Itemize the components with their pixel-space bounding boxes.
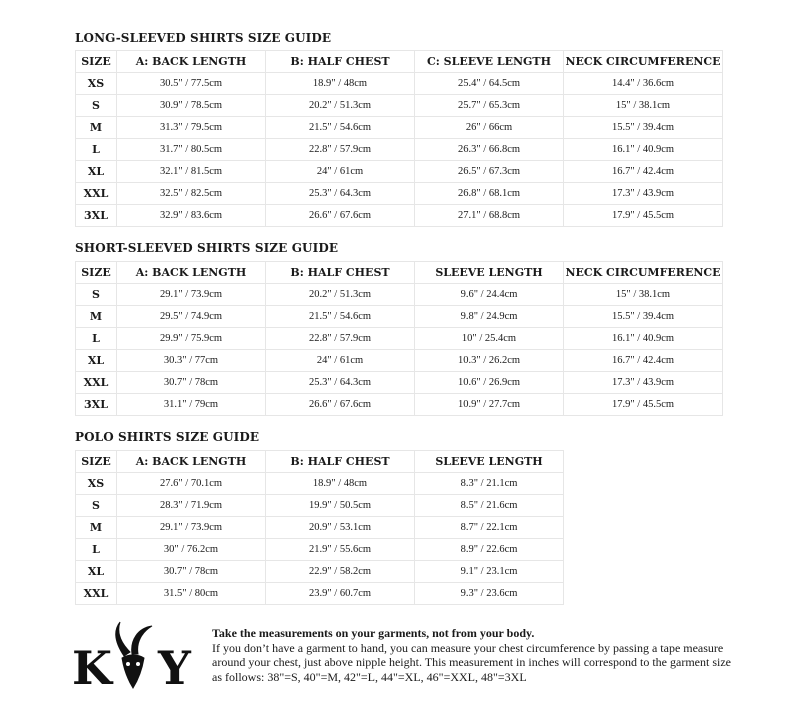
measurement-cell: 9.6" / 24.4cm bbox=[415, 284, 564, 306]
column-header: SLEEVE LENGTH bbox=[415, 262, 564, 284]
table-row bbox=[76, 328, 723, 350]
column-header: A: BACK LENGTH bbox=[117, 262, 266, 284]
long-sleeved-size-table bbox=[75, 50, 723, 227]
measurement-cell: 31.1" / 79cm bbox=[117, 394, 266, 416]
table-row bbox=[76, 73, 723, 95]
measurement-cell: 21.5" / 54.6cm bbox=[266, 117, 415, 139]
table-row bbox=[76, 306, 723, 328]
measurement-cell: 17.9" / 45.5cm bbox=[564, 205, 723, 227]
measurement-cell: 16.1" / 40.9cm bbox=[564, 139, 723, 161]
measurement-cell: 30.9" / 78.5cm bbox=[117, 95, 266, 117]
header-row bbox=[76, 451, 564, 473]
measurement-cell: 26.6" / 67.6cm bbox=[266, 394, 415, 416]
measurement-cell: 15" / 38.1cm bbox=[564, 95, 723, 117]
measurement-cell: 30.3" / 77cm bbox=[117, 350, 266, 372]
table-row bbox=[76, 117, 723, 139]
table-row bbox=[76, 583, 564, 605]
measurement-cell: 8.9" / 22.6cm bbox=[415, 539, 564, 561]
table-row bbox=[76, 539, 564, 561]
size-cell: XL bbox=[76, 350, 117, 372]
size-cell: M bbox=[76, 306, 117, 328]
measurement-cell: 14.4" / 36.6cm bbox=[564, 73, 723, 95]
measurement-cell: 30.7" / 78cm bbox=[117, 561, 266, 583]
table-row bbox=[76, 183, 723, 205]
measurement-cell: 25.3" / 64.3cm bbox=[266, 372, 415, 394]
size-cell: S bbox=[76, 95, 117, 117]
measurement-cell: 28.3" / 71.9cm bbox=[117, 495, 266, 517]
column-header: B: HALF CHEST bbox=[266, 451, 415, 473]
measurement-cell: 23.9" / 60.7cm bbox=[266, 583, 415, 605]
measurement-cell: 19.9" / 50.5cm bbox=[266, 495, 415, 517]
column-header: B: HALF CHEST bbox=[266, 51, 415, 73]
measurement-cell: 20.2" / 51.3cm bbox=[266, 95, 415, 117]
measurement-cell: 9.1" / 23.1cm bbox=[415, 561, 564, 583]
measurement-cell: 18.9" / 48cm bbox=[266, 73, 415, 95]
table-row bbox=[76, 284, 723, 306]
logo-letter-k: K bbox=[72, 641, 112, 695]
size-cell: M bbox=[76, 517, 117, 539]
measurement-cell: 22.8" / 57.9cm bbox=[266, 139, 415, 161]
measurement-cell: 15" / 38.1cm bbox=[564, 284, 723, 306]
measurement-cell: 22.8" / 57.9cm bbox=[266, 328, 415, 350]
measurement-cell: 16.7" / 42.4cm bbox=[564, 161, 723, 183]
table-row bbox=[76, 350, 723, 372]
polo-title: POLO SHIRTS SIZE GUIDE bbox=[75, 430, 260, 444]
size-cell: 3XL bbox=[76, 205, 117, 227]
size-cell: XL bbox=[76, 561, 117, 583]
measurement-cell: 29.1" / 73.9cm bbox=[117, 284, 266, 306]
measurement-cell: 21.5" / 54.6cm bbox=[266, 306, 415, 328]
measurement-cell: 27.6" / 70.1cm bbox=[117, 473, 266, 495]
column-header: SIZE bbox=[76, 451, 117, 473]
column-header: SIZE bbox=[76, 262, 117, 284]
table-row bbox=[76, 495, 564, 517]
measurement-cell: 26.8" / 68.1cm bbox=[415, 183, 564, 205]
measurement-cell: 30.5" / 77.5cm bbox=[117, 73, 266, 95]
size-cell: 3XL bbox=[76, 394, 117, 416]
column-header: A: BACK LENGTH bbox=[117, 51, 266, 73]
size-cell: L bbox=[76, 328, 117, 350]
table-row bbox=[76, 372, 723, 394]
measurement-cell: 31.5" / 80cm bbox=[117, 583, 266, 605]
size-cell: S bbox=[76, 495, 117, 517]
measurement-cell: 8.5" / 21.6cm bbox=[415, 495, 564, 517]
column-header: NECK CIRCUMFERENCE bbox=[564, 51, 723, 73]
size-cell: XL bbox=[76, 161, 117, 183]
measurement-cell: 20.2" / 51.3cm bbox=[266, 284, 415, 306]
measurement-cell: 16.7" / 42.4cm bbox=[564, 350, 723, 372]
measurement-cell: 10.9" / 27.7cm bbox=[415, 394, 564, 416]
measurement-cell: 25.4" / 64.5cm bbox=[415, 73, 564, 95]
table-row bbox=[76, 561, 564, 583]
table-row bbox=[76, 95, 723, 117]
table-row bbox=[76, 473, 564, 495]
measurement-cell: 26.3" / 66.8cm bbox=[415, 139, 564, 161]
measurement-cell: 15.5" / 39.4cm bbox=[564, 117, 723, 139]
size-cell: XXL bbox=[76, 583, 117, 605]
measurement-cell: 32.1" / 81.5cm bbox=[117, 161, 266, 183]
measurement-cell: 10.6" / 26.9cm bbox=[415, 372, 564, 394]
column-header: SLEEVE LENGTH bbox=[415, 451, 564, 473]
long-sleeved-title: LONG-SLEEVED SHIRTS SIZE GUIDE bbox=[75, 31, 332, 45]
table-row bbox=[76, 517, 564, 539]
column-header: C: SLEEVE LENGTH bbox=[415, 51, 564, 73]
koy-logo bbox=[72, 618, 197, 698]
measurement-cell: 29.1" / 73.9cm bbox=[117, 517, 266, 539]
table-row bbox=[76, 139, 723, 161]
column-header: B: HALF CHEST bbox=[266, 262, 415, 284]
table-row bbox=[76, 394, 723, 416]
measurement-cell: 26" / 66cm bbox=[415, 117, 564, 139]
measurement-cell: 32.9" / 83.6cm bbox=[117, 205, 266, 227]
measurement-cell: 22.9" / 58.2cm bbox=[266, 561, 415, 583]
notes-body: If you don’t have a garment to hand, you can measure your chest circumference by passing a tape measure around your chest, just above nipple height. This measurement in inches will correspond to the garment size as follows: 38"=S, 40"=M, 42"=L, 44"=XL, 46"=XXL, 48"=3XL bbox=[212, 640, 731, 684]
measurement-cell: 31.3" / 79.5cm bbox=[117, 117, 266, 139]
measurement-cell: 31.7" / 80.5cm bbox=[117, 139, 266, 161]
column-header: SIZE bbox=[76, 51, 117, 73]
measurement-cell: 21.9" / 55.6cm bbox=[266, 539, 415, 561]
column-header: A: BACK LENGTH bbox=[117, 451, 266, 473]
table-row bbox=[76, 161, 723, 183]
measurement-cell: 10.3" / 26.2cm bbox=[415, 350, 564, 372]
measurement-cell: 17.3" / 43.9cm bbox=[564, 372, 723, 394]
measurement-cell: 29.5" / 74.9cm bbox=[117, 306, 266, 328]
polo-size-table bbox=[75, 450, 564, 605]
measurement-cell: 8.7" / 22.1cm bbox=[415, 517, 564, 539]
size-cell: L bbox=[76, 539, 117, 561]
size-cell: XXL bbox=[76, 183, 117, 205]
short-sleeved-size-table bbox=[75, 261, 723, 416]
notes-lead: Take the measurements on your garments, not from your body. bbox=[212, 626, 535, 640]
size-cell: XXL bbox=[76, 372, 117, 394]
measurement-cell: 30.7" / 78cm bbox=[117, 372, 266, 394]
size-cell: L bbox=[76, 139, 117, 161]
measurement-cell: 10" / 25.4cm bbox=[415, 328, 564, 350]
measurement-cell: 17.9" / 45.5cm bbox=[564, 394, 723, 416]
measurement-cell: 32.5" / 82.5cm bbox=[117, 183, 266, 205]
header-row bbox=[76, 51, 723, 73]
measurement-cell: 9.8" / 24.9cm bbox=[415, 306, 564, 328]
measurement-notes bbox=[212, 626, 742, 684]
size-cell: M bbox=[76, 117, 117, 139]
measurement-cell: 27.1" / 68.8cm bbox=[415, 205, 564, 227]
size-cell: XS bbox=[76, 73, 117, 95]
size-cell: S bbox=[76, 284, 117, 306]
measurement-cell: 8.3" / 21.1cm bbox=[415, 473, 564, 495]
column-header: NECK CIRCUMFERENCE bbox=[564, 262, 723, 284]
measurement-cell: 26.5" / 67.3cm bbox=[415, 161, 564, 183]
short-sleeved-title: SHORT-SLEEVED SHIRTS SIZE GUIDE bbox=[75, 241, 339, 255]
measurement-cell: 26.6" / 67.6cm bbox=[266, 205, 415, 227]
measurement-cell: 18.9" / 48cm bbox=[266, 473, 415, 495]
measurement-cell: 29.9" / 75.9cm bbox=[117, 328, 266, 350]
measurement-cell: 25.3" / 64.3cm bbox=[266, 183, 415, 205]
table-row bbox=[76, 205, 723, 227]
measurement-cell: 17.3" / 43.9cm bbox=[564, 183, 723, 205]
measurement-cell: 25.7" / 65.3cm bbox=[415, 95, 564, 117]
measurement-cell: 30" / 76.2cm bbox=[117, 539, 266, 561]
antelope-head-icon bbox=[116, 622, 152, 688]
measurement-cell: 24" / 61cm bbox=[266, 161, 415, 183]
header-row bbox=[76, 262, 723, 284]
measurement-cell: 16.1" / 40.9cm bbox=[564, 328, 723, 350]
measurement-cell: 20.9" / 53.1cm bbox=[266, 517, 415, 539]
measurement-cell: 15.5" / 39.4cm bbox=[564, 306, 723, 328]
measurement-cell: 9.3" / 23.6cm bbox=[415, 583, 564, 605]
size-cell: XS bbox=[76, 473, 117, 495]
measurement-cell: 24" / 61cm bbox=[266, 350, 415, 372]
logo-letter-y: Y bbox=[158, 641, 191, 695]
